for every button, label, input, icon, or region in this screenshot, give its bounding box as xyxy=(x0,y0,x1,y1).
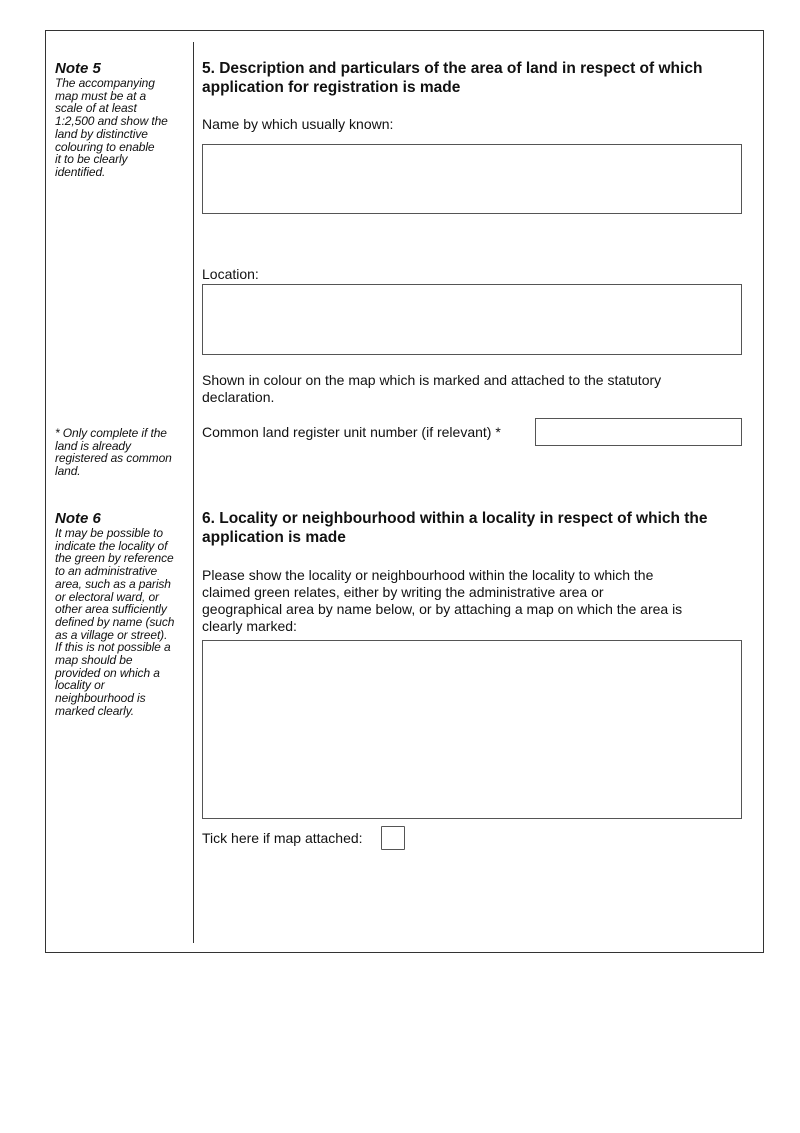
name-label: Name by which usually known: xyxy=(202,116,394,132)
unit-number-input[interactable] xyxy=(535,418,742,446)
location-label: Location: xyxy=(202,266,259,282)
tick-map-label: Tick here if map attached: xyxy=(202,830,363,846)
note-5 xyxy=(55,60,193,179)
note-6 xyxy=(55,510,193,718)
asterisk-note-text: * Only complete if the land is already registered as common land. xyxy=(55,426,172,479)
unit-number-label: Common land register unit number (if relevant) * xyxy=(202,424,501,440)
map-attached-checkbox[interactable] xyxy=(381,826,405,850)
location-input[interactable] xyxy=(202,284,742,355)
note-6-text: It may be possible to indicate the locality of the green by reference to an administrative area, such as a parish or electoral ward, or other area sufficiently defined by name (such as a village or street). If this is not possible a map should be provided on which a locality or neighbourhood is marked clearly. xyxy=(55,526,175,718)
name-input[interactable] xyxy=(202,144,742,214)
section-5-heading: 5. Description and particulars of the area of land in respect of which application for registration is made xyxy=(202,60,703,96)
note-5-text: The accompanying map must be at a scale of at least 1:2,500 and show the land by distinctive colouring to enable it to be clearly identified. xyxy=(55,76,168,179)
note-6-title: Note 6 xyxy=(55,510,101,527)
locality-instructions: Please show the locality or neighbourhood within the locality to which the claimed green relates, either by writing the administrative area or geographical area by name below, or by attaching a map on which the area is clearly marked: xyxy=(202,567,683,634)
section-6-heading: 6. Locality or neighbourhood within a locality in respect of which the application is made xyxy=(202,510,708,546)
column-divider xyxy=(193,42,194,943)
note-5-title: Note 5 xyxy=(55,60,101,77)
asterisk-note xyxy=(55,427,193,478)
shown-in-colour-text: Shown in colour on the map which is marked and attached to the statutory declaration. xyxy=(202,372,662,405)
locality-input[interactable] xyxy=(202,640,742,819)
